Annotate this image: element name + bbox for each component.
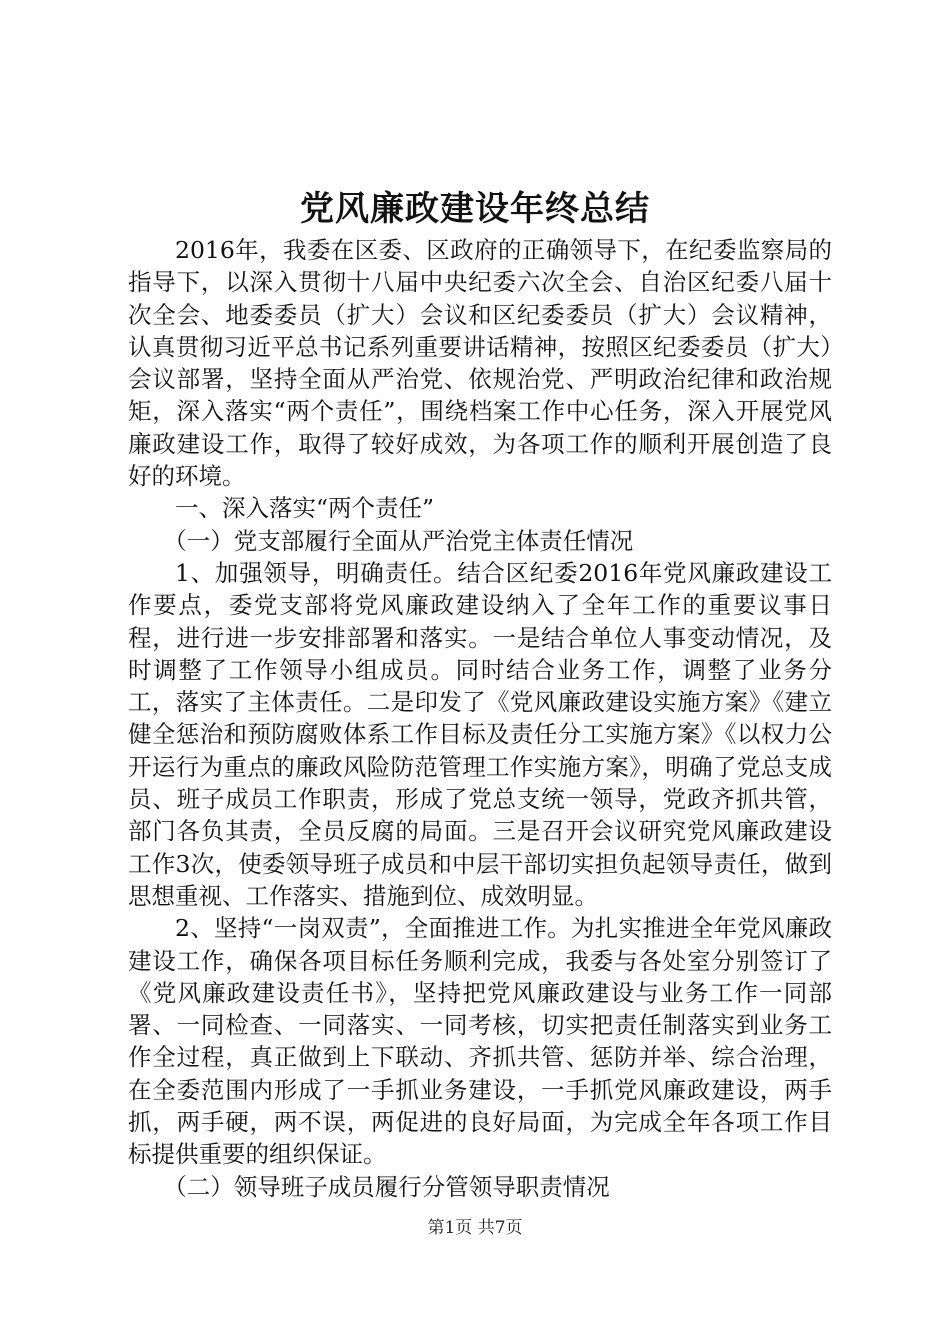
subsection-heading-2: （二）领导班子成员履行分管领导职责情况 — [163, 1172, 610, 1201]
subsection-heading-1: （一）党支部履行全面从严治党主体责任情况 — [163, 526, 634, 555]
paragraph-item-1: 1、加强领导，明确责任。结合区纪委2016年党风廉政建设工作要点，委党支部将党风廉政建设纳入了全年工作的重要议事日程，进行进一步安排部署和落实。一是结合单位人事变动情况，及时调整了工作领导小组成员。同时结合业务工作，调整了业务分工，落实了主体责任。二是印发了《党风廉政建设实施方案》《建立健全惩治和预防腐败体系工作目标及责任分工实施方案》《以权力公开运行为重点的廉政风险防范管理工作实施方案》，明确了党总支成员、班子成员工作职责，形成了党总支统一领导，党政齐抓共管，部门各负其责，全员反腐的局面。三是召开会议研究党风廉政建设工作3次，使委领导班子成员和中层干部切实担负起领导责任，做到思想重视、工作落实、措施到位、成效明显。 — [128, 558, 832, 910]
page-title: 党风廉政建设年终总结 — [300, 189, 650, 229]
section-heading-1: 一、深入落实“两个责任” — [175, 494, 435, 523]
paragraph-item-2: 2、坚持“一岗双责”，全面推进工作。为扎实推进全年党风廉政建设工作，确保各项目标任务顺利完成，我委与各处室分别签订了《党风廉政建设责任书》，坚持把党风廉政建设与业务工作一同部署、一同检查、一同落实、一同考核，切实把责任制落实到业务工作全过程，真正做到上下联动、齐抓共管、惩防并举、综合治理，在全委范围内形成了一手抓业务建设，一手抓党风廉政建设，两手抓，两手硬，两不误，两促进的良好局面，为完成全年各项工作目标提供重要的组织保证。 — [128, 914, 832, 1169]
document-body — [128, 234, 832, 1203]
page-number: 第1页 共7页 — [427, 1218, 523, 1238]
paragraph-intro: 2016年，我委在区委、区政府的正确领导下，在纪委监察局的指导下，以深入贯彻十八届中央纪委六次全会、自治区纪委八届十次全会、地委委员（扩大）会议和区纪委委员（扩大）会议精神，认真贯彻习近平总书记系列重要讲话精神，按照区纪委委员（扩大）会议部署，坚持全面从严治党、依规治党、严明政治纪律和政治规矩，深入落实“两个责任”，围绕档案工作中心任务，深入开展党风廉政建设工作，取得了较好成效，为各项工作的顺利开展创造了良好的环境。 — [128, 236, 832, 491]
